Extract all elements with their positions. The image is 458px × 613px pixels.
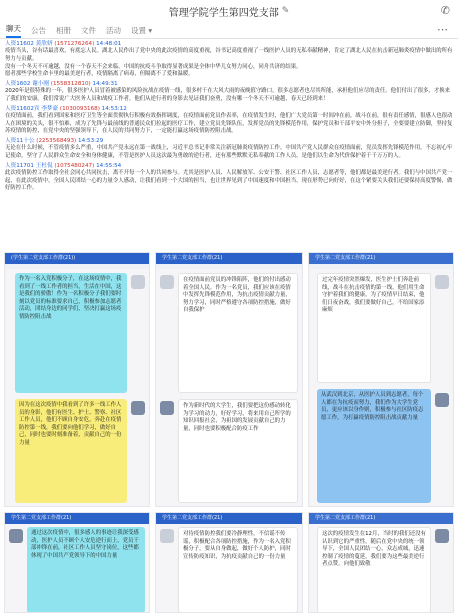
sender-account: (1571276264) [54, 41, 95, 47]
message-meta [5, 162, 453, 170]
chat-history[interactable] [0, 40, 458, 252]
avatar [160, 401, 174, 415]
message-bubble: 通过这次疫情中，很多感人的事迹让我深受感动，医护人员不顾个人安危逆行而上，党员干部冲锋在前，社区工作人员坚守岗位，这些都体现了中国共产党领导下的中国力量 [27, 527, 145, 613]
message-bubble: 作为新时代的大学生，我们要把这份感动转化为学习的动力，好好学习，将来用自己所学的知识回报社会，为祖国的发展贡献自己的力量，同时也要积极配合防疫工作 [178, 399, 298, 503]
chat-message [5, 162, 453, 193]
chat-message [5, 105, 453, 136]
message-bubble: 过完年疫情突然爆发，医生护士们奔赴前线，战斗在抗击疫情的第一线，他们用生命守护着我们的健康，为了疫情早日结束，他们日夜奋战，我们要做好自己，不给国家添麻烦 [317, 273, 431, 383]
screenshot-grid [0, 252, 458, 613]
screenshot-header: 学生第二党支部工作群(21) [156, 513, 302, 524]
message-text: 2020年是很特殊的一年，很多医护人员冒着被感染的风险抗战在疫情一线，很多村干在大风大雨的夜晚值守路口，很多志愿者也尽其所能，承担他们应尽的责任。他们付出了很多，才换来了我们的安康。我们常说广大医务人员和战疫工作者，他们从逆行者的身影去见证我们奋勇，没有哪一个冬天不可逾越，春天已经到来！ [5, 88, 450, 102]
avatar [435, 275, 449, 289]
avatar [160, 529, 174, 543]
chat-message [5, 137, 453, 161]
chat-message [5, 80, 453, 104]
message-text: 在疫情面前，我们看到国家和医疗卫生等全面贯彻执行积极有效指挥调度，在疫情面前党员作表率，在疫情发生时，他们广大党员第一时间冲在前，战斗在前，很有责任感情，很感人也很动人在困境的关头，很不怕难，成为了先锋与最前线的普通民众们拉起的医疗工作，建立党员先锋队伍，发挥党员的先锋模范作用，保护党员和干部平安中外分担子，全要要建立防御，坚持复苏疫情的防控，在党中央的坚强领导下，在人民的共同努力下，一定能打赢这场疫情防控阻击战。 [5, 112, 453, 135]
tab-activity[interactable]: 活动 [106, 26, 121, 35]
message-meta [5, 40, 453, 48]
message-bubble: 作为一名入党积极分子，在这场疫情中，我看到了一线工作者的担当，生活在中国，这是我们的骄傲！作为一名积极分子我们要时刻以党员的标准要求自己，积极参加志愿者活动，团结身边的同学们，坚决打赢这场疫情防控阻击战 [15, 273, 127, 393]
message-bubble: 从武汉到北京，从医护人员到志愿者，每个人都在为抗疫而努力，我们作为大学生党员，更应该以身作则，积极参与社区防疫志愿工作，为打赢疫情防控阻击战贡献力量 [317, 389, 431, 503]
chat-screenshot[interactable] [155, 512, 303, 613]
title-bar [0, 0, 458, 22]
avatar [435, 393, 449, 407]
avatar [9, 529, 23, 543]
message-time: 14:55:54 [96, 162, 122, 169]
sender-name[interactable]: 人资11602宾 李梦豪 [5, 105, 59, 112]
sender-name[interactable]: 人资11602 黄欣妍 [5, 41, 53, 47]
message-bubble: 在疫情面前党员的冲锋陷阵，他们的付出感动着全国人民。作为一名党员，我们应该在疫情中发挥先锋模范作用，为抗击疫情贡献力量，努力学习，同时严格遵守各项防控措施，做好自我保护 [178, 273, 298, 393]
screenshot-header: 学生第二党支部工作群(21) [309, 253, 453, 264]
sender-name[interactable]: 人资11十公 [5, 138, 35, 145]
avatar [435, 529, 449, 543]
group-title: 管理学院学生第四党支部 [168, 7, 279, 19]
tab-notice[interactable]: 公告 [31, 26, 46, 35]
message-time: 14:48:01 [96, 41, 122, 47]
message-time: 14:49:31 [92, 81, 118, 88]
sender-account: (2253568493) [36, 138, 77, 145]
message-text: 此次疫情防控工作取得全社会同心共同抗击，离不开每一个人的共同参与。尤其是医护人员、人民解放军、公安干警、社区工作人员、志愿者等，他们都是最美逆行者。我们与中国共产党一起，在此次疫情中，全国人民团结一心的力量令人感动，让我们看到一个大国的担当，也让世界见到了中国速度和中国担当。现在形势已向好好，在这个紧要关头我们还要保持高度警惕，做好防控工作。 [5, 169, 453, 192]
tab-bar [0, 23, 458, 39]
sender-account: (1030093168) [59, 105, 100, 112]
chat-screenshot[interactable] [4, 512, 150, 613]
message-bubble: 这次的疫情发生在12月，当时的我们还没有认识到它的严重性，随后在党中央的统一领导下，全国人民团结一心，众志成城，迅速控制了疫情的蔓延，我们要为这些最美逆行者点赞，向他们致敬 [317, 527, 431, 613]
tab-settings[interactable]: 设置 ▾ [131, 26, 153, 35]
message-bubble: 因为在这次疫情中我看到了许多一线工作人员的身影，他们有医生、护士、警察、社区工作人员，他们不顾自身安危，奔赴在疫情防控第一线，我们要向他们学习，做好自己，同时也要时刻准备着，贡献自己的一份力量 [15, 399, 127, 503]
message-meta [5, 137, 453, 145]
chat-screenshot[interactable] [4, 252, 150, 507]
chat-screenshot[interactable] [308, 512, 454, 613]
screenshot-header: 学生第二党支部工作群(21) [309, 513, 453, 524]
message-meta [5, 105, 453, 113]
sender-account: (1558312810) [50, 81, 91, 88]
chat-screenshot[interactable] [308, 252, 454, 507]
tab-files[interactable]: 文件 [81, 26, 96, 35]
sender-name[interactable]: 人资11701 王杜侃 [5, 162, 53, 169]
message-time: 14:53:29 [78, 138, 104, 145]
tab-chat[interactable]: 聊天 [6, 23, 21, 38]
message-meta [5, 80, 453, 88]
edit-icon[interactable]: ✎ [281, 6, 290, 16]
message-bubble: 对待疫情防控我们要冷静理性，不信谣不传谣，积极配合各项防控措施，作为一名入党积极分子，要从自身做起，做好个人防护，同时宣传防疫知识，为抗疫贡献自己的一份力量 [178, 527, 298, 613]
more-icon[interactable]: ⋯ [437, 23, 448, 36]
avatar [160, 275, 174, 289]
screenshot-header: 学生第二党支部工作群(21) [156, 253, 302, 264]
screenshot-header: (学生第二党支部工作群(21)) [5, 253, 149, 264]
message-text: 疫情当头，谷有话最喜欢，有底忘人民。湖北人民作出了党中央的此次疫情的高度重视，谷书记高度重视了一线医护人员的无私奉献精神，肯定了湖北人民在抗击新冠肺炎疫情中做出的所有努力与贡献。 没有一个冬天不可逾越，没有一个春天不会来临。中国的抗疫斗争取得显著成果是全体中华儿女努力同心，同舟共济的结果。 愿者那些学校生命卡里的最美逆行者，疫情隔离了病毒，但隔离不了爱和温暖。 [5, 48, 453, 78]
tab-album[interactable]: 相册 [56, 26, 71, 35]
screenshot-header: 学生第二党支部工作群(21) [5, 513, 149, 524]
message-text: 无论在什么时候，不管疫情多么严重，中国共产党永远在第一战线上，习近平总书记非常关注新冠肺炎疫情防控工作。中国共产党人民群众在疫情面前，党员发挥先锋模范作用，不忘初心牢记使命，坚守了人民群众生命安全和身体健康，不管是医护人员这次最为勇敢的逆行者，还有那些默默无私奉献的工作人员，是他们以生命为代价保护着千千万万的人。 [5, 145, 453, 159]
avatar [131, 401, 145, 415]
sender-account: (1075480247) [54, 162, 95, 169]
chat-message [5, 40, 453, 79]
message-time: 14:53:12 [101, 105, 127, 112]
phone-icon[interactable]: ✆ [440, 4, 450, 17]
sender-name[interactable]: 人资1602 谢小刚 [5, 81, 49, 88]
chat-screenshot[interactable] [155, 252, 303, 507]
avatar [131, 275, 145, 289]
